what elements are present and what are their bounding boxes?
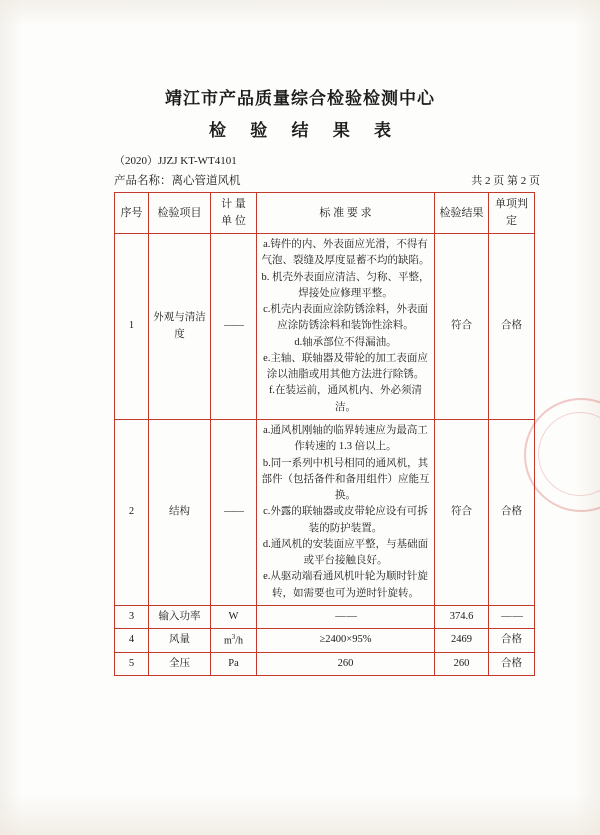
std-line: d.通风机的安装面应平整，与基础面或平台接触良好。 bbox=[262, 538, 429, 567]
row-no: 1 bbox=[115, 234, 149, 420]
row-no: 4 bbox=[115, 629, 149, 653]
std-line: e.主轴、联轴器及带轮的加工表面应涂以油脂或用其他方法进行除锈。 bbox=[263, 352, 428, 381]
row-result: 374.6 bbox=[435, 605, 489, 628]
organization-title: 靖江市产品质量综合检验检测中心 bbox=[165, 89, 435, 108]
row-judgement: — — bbox=[489, 605, 535, 628]
result-table bbox=[114, 192, 535, 676]
row-unit: W bbox=[211, 605, 257, 628]
header-result: 检验结果 bbox=[435, 193, 489, 234]
header-item: 检验项目 bbox=[149, 193, 211, 234]
table-row bbox=[115, 605, 535, 628]
scan-edge-top bbox=[0, 0, 600, 26]
std-line: b.同一系列中机号相同的通风机，其部件（包括备件和备用组件）应能互换。 bbox=[261, 457, 430, 502]
form-title: 检 验 结 果 表 bbox=[209, 121, 401, 140]
row-no: 2 bbox=[115, 420, 149, 606]
row-judgement: 合格 bbox=[489, 629, 535, 653]
row-unit: $m^3/h$ bbox=[211, 629, 257, 653]
table-header-row bbox=[115, 193, 535, 234]
header-no: 序号 bbox=[115, 193, 149, 234]
std-line: f.在装运前，通风机内、外必须清洁。 bbox=[268, 385, 423, 413]
std-line: a.通风机刚轴的临界转速应为最高工作转速的 1.3 倍以上。 bbox=[263, 425, 428, 453]
row-standard: — — bbox=[257, 605, 435, 628]
row-unit: —— bbox=[211, 420, 257, 606]
row-item: 全压 bbox=[149, 653, 211, 676]
std-line: b. 机壳外表面应清洁、匀称、平整，焊接处应修理平整。 bbox=[261, 271, 430, 299]
row-standard bbox=[257, 420, 435, 606]
product-label: 产品名称： bbox=[114, 175, 172, 187]
product-value: 离心管道风机 bbox=[171, 175, 241, 187]
row-unit: —— bbox=[211, 234, 257, 420]
row-judgement: 合格 bbox=[489, 234, 535, 420]
row-no: 5 bbox=[115, 653, 149, 676]
row-result: 符合 bbox=[435, 234, 489, 420]
document-code: （2020）JJZJ KT-WT4101 bbox=[114, 155, 237, 167]
row-standard: ≥2400×95% bbox=[257, 629, 435, 653]
header-unit-line2: 单 位 bbox=[221, 215, 246, 228]
row-judgement: 合格 bbox=[489, 653, 535, 676]
table-row bbox=[115, 420, 535, 606]
row-item: 结构 bbox=[149, 420, 211, 606]
row-judgement: 合格 bbox=[489, 420, 535, 606]
row-result: 260 bbox=[435, 653, 489, 676]
row-result: 2469 bbox=[435, 629, 489, 653]
std-line: a.铸件的内、外表面应光滑，不得有气泡、裂缝及厚度显蓄不均的缺陷。 bbox=[261, 239, 430, 267]
row-unit: Pa bbox=[211, 653, 257, 676]
header-unit-line1: 计 量 bbox=[221, 198, 246, 210]
table-row bbox=[115, 653, 535, 676]
table-row bbox=[115, 629, 535, 653]
row-item: 外观与清洁度 bbox=[149, 234, 211, 420]
row-item: 风量 bbox=[149, 629, 211, 653]
table-row bbox=[115, 234, 535, 420]
header-standard: 标 准 要 求 bbox=[257, 193, 435, 234]
std-line: c.机壳内表面应涂防锈涂料，外表面应涂防锈涂料和装饰性涂料。 bbox=[263, 304, 428, 332]
header-unit bbox=[211, 193, 257, 234]
std-line: d.轴承部位不得漏油。 bbox=[294, 336, 397, 348]
scan-edge-bottom bbox=[0, 795, 600, 835]
row-standard bbox=[257, 234, 435, 420]
std-line: e.从驱动端看通风机叶轮为顺时针旋转，如需要也可为逆时针旋转。 bbox=[263, 571, 428, 599]
row-standard: 260 bbox=[257, 653, 435, 676]
row-item: 输入功率 bbox=[149, 605, 211, 628]
std-line: c.外露的联轴器或皮带轮应设有可拆装的防护装置。 bbox=[263, 506, 428, 534]
header-judgement: 单项判定 bbox=[489, 193, 535, 234]
page-info: 共 2 页 第 2 页 bbox=[471, 175, 540, 187]
product-name-field bbox=[114, 172, 241, 188]
row-result: 符合 bbox=[435, 420, 489, 606]
row-no: 3 bbox=[115, 605, 149, 628]
